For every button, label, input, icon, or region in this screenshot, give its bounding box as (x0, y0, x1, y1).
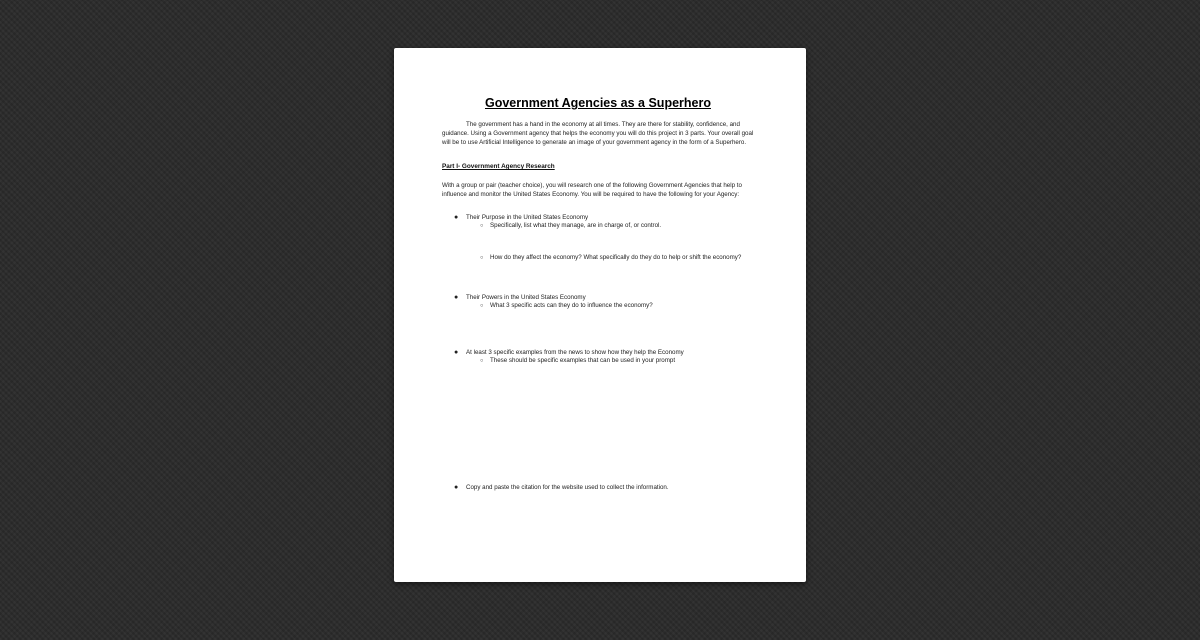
document-title: Government Agencies as a Superhero (484, 96, 711, 110)
part1-heading: Part I- Government Agency Research (442, 163, 555, 170)
bullet-icon: ● (454, 349, 459, 356)
part1-paragraph: With a group or pair (teacher choice), you will research one of the following Government Agencies that help to influence and monitor the United States Economy. You will be required to have the following for your Agency: (442, 182, 742, 198)
bullet-text: Copy and paste the citation for the website used to collect the information. (466, 484, 669, 491)
sub-bullet-icon: ○ (480, 255, 484, 261)
sub-bullet-text: What 3 specific acts can they do to influence the economy? (490, 302, 653, 309)
bullet-icon: ● (454, 294, 459, 301)
bullet-text: Their Purpose in the United States Economy (466, 214, 589, 221)
document-page (394, 48, 806, 582)
bullet-text: At least 3 specific examples from the news to show how they help the Economy (466, 349, 684, 356)
sub-bullet-icon: ○ (480, 358, 484, 364)
sub-bullet-icon: ○ (480, 223, 484, 229)
bullet-text: Their Powers in the United States Economy (466, 294, 586, 301)
intro-paragraph: The government has a hand in the economy at all times. They are there for stability, confidence, and guidance. Using a Government agency that helps the economy you will do this project in 3 parts. Your overall goal will be to use Artificial Intelligence to generate an image of your government agency in the form of a Superhero. (442, 121, 754, 146)
sub-bullet-icon: ○ (480, 303, 484, 309)
sub-bullet-text: Specifically, list what they manage, are in charge of, or control. (490, 222, 662, 229)
bullet-icon: ● (454, 214, 459, 221)
sub-bullet-text: These should be specific examples that can be used in your prompt (490, 357, 676, 364)
sub-bullet-text: How do they affect the economy? What specifically do they do to help or shift the economy? (490, 254, 742, 261)
bullet-icon: ● (454, 484, 459, 491)
